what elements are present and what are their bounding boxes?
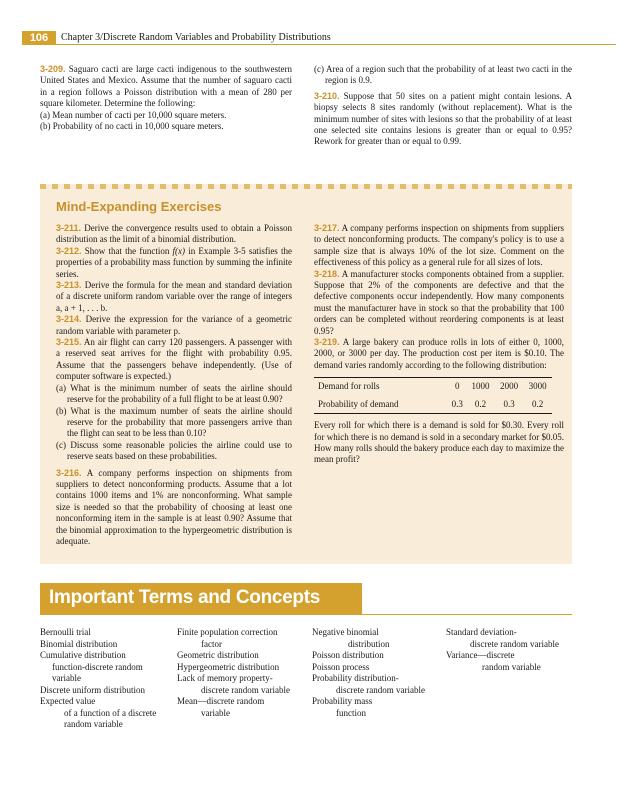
function-symbol: f(x) bbox=[172, 245, 186, 256]
exercise-text: A manufacturer stocks components obtained from a supplier. Suppose that 2% of the components are defective and that the defective components occur independently. How many components must the manufacturer have in stock so that the probability that 100 orders can be completed without reordering components is at least 0.95? bbox=[314, 268, 564, 336]
exercise-number: 3-213. bbox=[56, 280, 82, 291]
term: factor bbox=[201, 638, 222, 649]
terms-column-2 bbox=[177, 627, 309, 719]
exercise-number: 3-216. bbox=[56, 467, 82, 478]
exercise-3-218 bbox=[314, 269, 564, 337]
exercise-number: 3-212. bbox=[56, 245, 82, 256]
term: Poisson process bbox=[312, 661, 370, 672]
term: Cumulative distribution bbox=[40, 650, 126, 660]
term: Standard deviation- bbox=[446, 627, 517, 637]
exercise-3-219-continuation: Every roll for which there is a demand is sold for $0.30. Every roll for which there is no demand is sold in a secondary market for $0.05. How many rolls should the bakery produce each day to maximize the mean profit? bbox=[314, 420, 564, 465]
exercise-3-216 bbox=[56, 468, 292, 548]
term: Mean—discrete random bbox=[177, 696, 265, 706]
term: discrete random variable bbox=[201, 684, 290, 695]
exercise-text: Derive the convergence results used to obtain a Poisson distribution as the limit of a binomial distribution. bbox=[56, 223, 292, 245]
table-cell: 0 bbox=[448, 378, 466, 396]
term: Poisson distribution bbox=[312, 650, 384, 660]
chapter-title: Chapter 3/Discrete Random Variables and Probability Distributions bbox=[61, 32, 331, 43]
term: Expected value bbox=[40, 696, 96, 706]
exercise-3-217 bbox=[314, 223, 564, 269]
term: function bbox=[336, 707, 366, 718]
exercise-3-213 bbox=[56, 280, 292, 314]
term: discrete random variable bbox=[336, 684, 425, 695]
term: Geometric distribution bbox=[177, 650, 259, 660]
term: variable bbox=[52, 673, 81, 683]
dotted-border bbox=[40, 184, 572, 189]
term: Bernoulli trial bbox=[40, 627, 91, 637]
term: Lack of memory property- bbox=[177, 673, 273, 683]
exercise-number: 3-218. bbox=[314, 268, 340, 279]
exercise-text: A company performs inspection on shipments from suppliers to detect nonconforming products. Assume that a lot contains 1000 items and 1% are nonconforming. What sample size is needed so that the probability of choosing at least one nonconforming item in the sample is at least 0.90? Assume that the binomial approximation to the hypergeometric distribution is adequate. bbox=[56, 467, 292, 546]
exercise-number: 3-209. bbox=[40, 64, 66, 74]
term: Binomial distribution bbox=[40, 638, 118, 649]
exercise-text: Derive the expression for the variance of a geometric random variable with parameter p. bbox=[56, 314, 292, 336]
exercise-part-c: (c) Area of a region such that the probability of at least two cacti in the region is 0.9. bbox=[314, 64, 572, 86]
exercise-number: 3-217. bbox=[314, 223, 340, 233]
demand-table bbox=[314, 377, 552, 414]
table-row bbox=[314, 378, 552, 396]
table-cell: 0.2 bbox=[523, 396, 552, 414]
exercise-number: 3-219. bbox=[314, 337, 340, 348]
exercise-3-219 bbox=[314, 337, 564, 371]
term: Negative binomial bbox=[312, 627, 379, 637]
exercise-text: in Example 3-5 satisfies the properties of a probability mass function by summing the infinite series. bbox=[56, 245, 293, 279]
exercise-3-211 bbox=[56, 223, 292, 246]
term: Finite population correction bbox=[177, 627, 278, 637]
top-right-column bbox=[314, 64, 572, 148]
table-cell: 0.3 bbox=[448, 396, 466, 414]
exercise-number: 3-214. bbox=[56, 314, 82, 325]
term: Variance—discrete bbox=[446, 650, 515, 660]
header-rule bbox=[56, 44, 616, 45]
exercise-text: A large bakery can produce rolls in lots of either 0, 1000, 2000, or 3000 per day. The production cost per item is $0.10. The demand varies randomly according to the following distribution: bbox=[314, 337, 564, 370]
running-header bbox=[0, 31, 639, 45]
exercise-text: Saguaro cacti are large cacti indigenous to the southwestern United States and Mexico. Assume that the number of saguaro cacti in a region follows a Poisson distribution with a mean of 280 per square kilometer. Determine the following: bbox=[40, 64, 292, 109]
important-terms-title: Important Terms and Concepts bbox=[49, 587, 321, 608]
page-number: 106 bbox=[22, 31, 56, 45]
table-row bbox=[314, 396, 552, 414]
table-cell: 2000 bbox=[495, 378, 524, 396]
exercise-number: 3-215. bbox=[56, 337, 82, 348]
terms-column-3 bbox=[312, 627, 442, 719]
exercise-text: Show that the function bbox=[84, 245, 170, 256]
exercise-part-b: (b) What is the maximum number of seats the airline should reserve for the probability that more passengers arrive than the flight can seat to be less than 0.10? bbox=[56, 405, 292, 439]
exercise-text: An air flight can carry 120 passengers. A passenger with a reserved seat arrives for the flight with probability 0.95. Assume that the passengers behave independently. (Use of computer software is expected.) bbox=[56, 337, 292, 382]
exercise-part-a: (a) What is the minimum number of seats the airline should reserve for the probability of a full flight to be at least 0.90? bbox=[56, 382, 292, 405]
table-cell: 0.2 bbox=[466, 396, 495, 414]
term: random variable bbox=[482, 661, 541, 672]
exercise-3-210 bbox=[314, 91, 572, 148]
term: distribution bbox=[348, 638, 390, 649]
mind-expanding-title: Mind-Expanding Exercises bbox=[56, 199, 222, 214]
exercise-number: 3-210. bbox=[314, 90, 340, 101]
terms-column-1 bbox=[40, 627, 170, 731]
exercise-text: Suppose that 50 sites on a patient might contain lesions. A biopsy selects 8 sites randomly (without replacement). What is the minimum number of sites with lesions so that the probability of at least one selected site contains lesions is greater than or equal to 0.95? Rework for greater than or equal to 0.99. bbox=[314, 90, 573, 147]
term: of a function of a discrete bbox=[64, 707, 157, 718]
term: Discrete uniform distribution bbox=[40, 684, 145, 695]
term: Probability mass bbox=[312, 696, 373, 706]
table-cell: 0.3 bbox=[495, 396, 524, 414]
term: discrete random variable bbox=[470, 638, 559, 649]
term: function-discrete random bbox=[52, 661, 143, 672]
term: variable bbox=[201, 707, 230, 718]
table-cell: 3000 bbox=[523, 378, 552, 396]
term: random variable bbox=[64, 719, 123, 729]
exercise-part-b: (b) Probability of no cacti in 10,000 square meters. bbox=[40, 121, 224, 132]
exercise-3-209 bbox=[40, 64, 292, 132]
exercise-3-215 bbox=[56, 337, 292, 383]
row-label: Demand for rolls bbox=[314, 378, 448, 396]
mind-left-column bbox=[56, 223, 292, 547]
exercise-part-a: (a) Mean number of cacti per 10,000 square meters. bbox=[40, 109, 227, 120]
row-label: Probability of demand bbox=[314, 396, 448, 414]
exercise-3-214 bbox=[56, 314, 292, 337]
exercise-text: Derive the formula for the mean and standard deviation of a discrete uniform random variable over the range of integers a, a + 1, . . . b. bbox=[56, 280, 292, 313]
terms-column-4 bbox=[446, 627, 576, 673]
important-terms-rule bbox=[362, 614, 572, 615]
exercise-number: 3-211. bbox=[56, 223, 82, 233]
mind-right-column bbox=[314, 223, 564, 466]
table-cell: 1000 bbox=[466, 378, 495, 396]
exercise-3-212 bbox=[56, 246, 292, 280]
term: Probability distribution- bbox=[312, 673, 399, 683]
exercise-part-c: (c) Discuss some reasonable policies the airline could use to reserve seats based on these probabilities. bbox=[56, 439, 292, 462]
term: Hypergeometric distribution bbox=[177, 661, 280, 672]
exercise-text: A company performs inspection on shipments from suppliers to detect nonconforming products. The company's policy is to use a sample size that is always 10% of the lot size. Comment on the effectiveness of this policy as a general rule for all sizes of lots. bbox=[314, 223, 565, 268]
